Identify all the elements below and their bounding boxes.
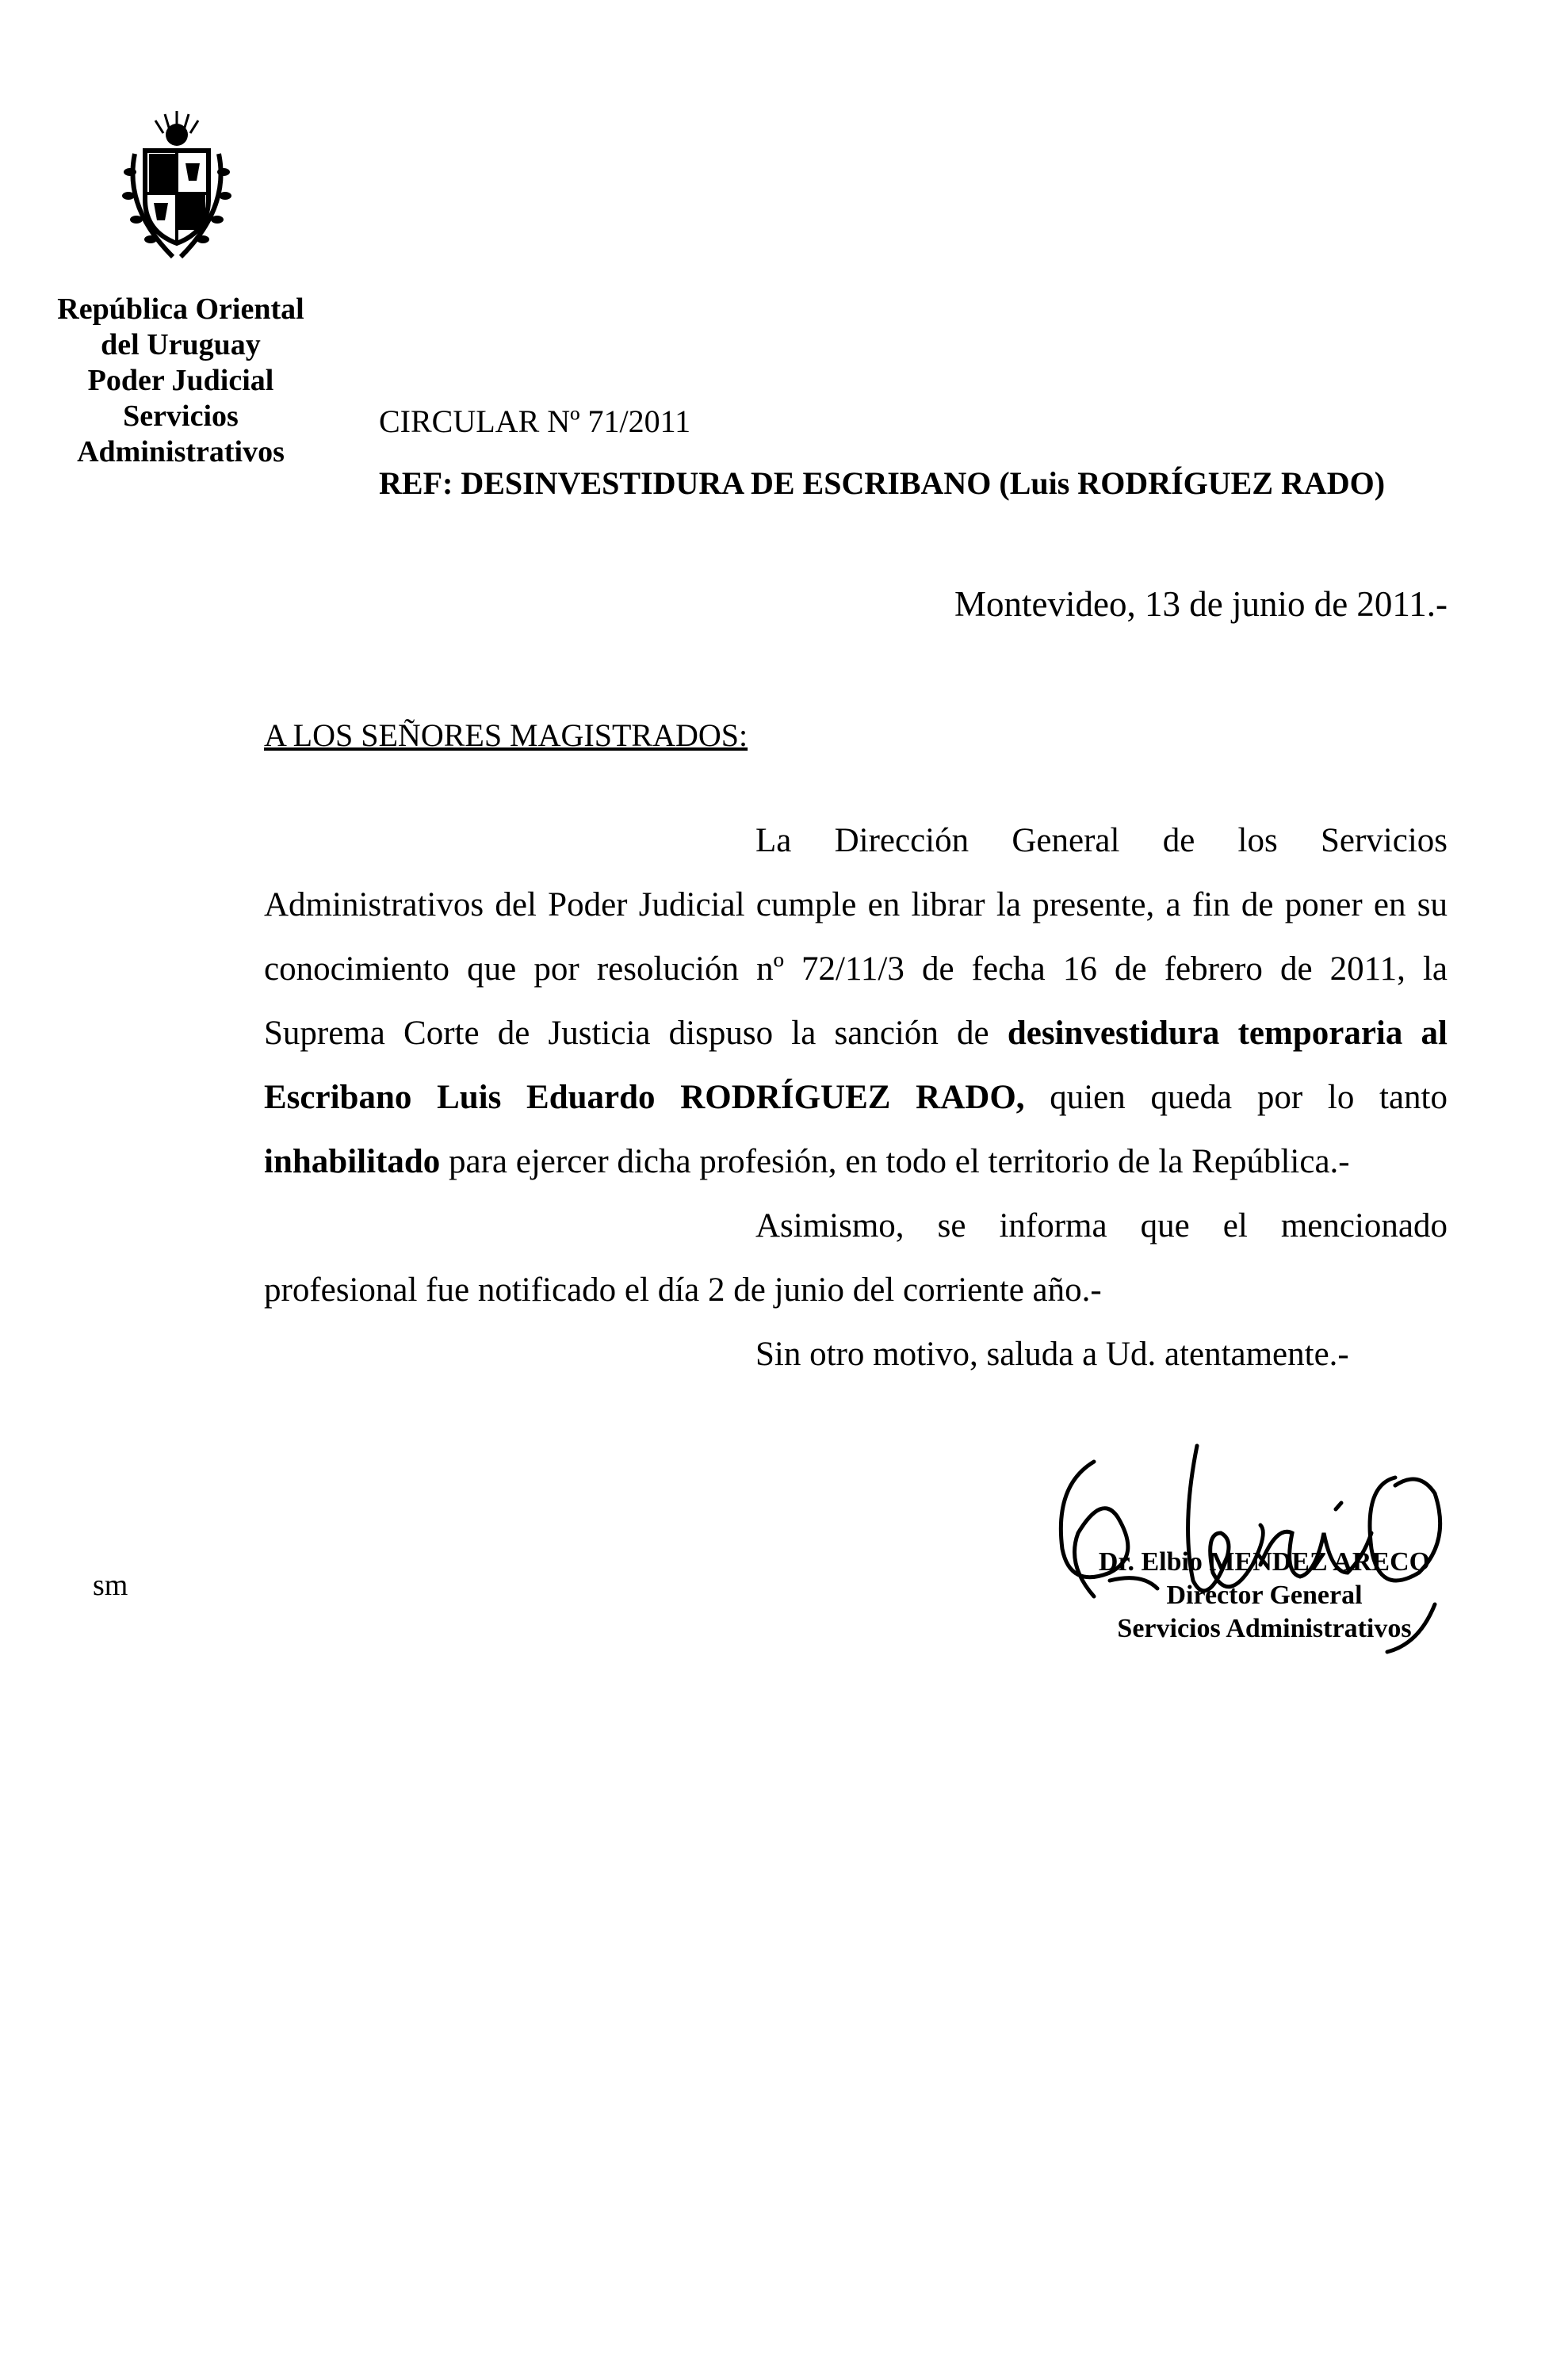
signatory-name: Dr. Elbio MENDEZ ARECO (1098, 1547, 1431, 1577)
signature-block (1062, 1546, 1467, 1646)
body-paragraph-1-bold-sanction: desinvestidura temporaria al Escribano Luis Eduardo RODRÍGUEZ RADO, (264, 1015, 1448, 1116)
institution-line-2: del Uruguay (101, 328, 261, 361)
circular-number: CIRCULAR Nº 71/2011 (379, 403, 691, 439)
closing-line: Sin otro motivo, saluda a Ud. atentamente.- (755, 1336, 1349, 1373)
signatory-title: Director General (1166, 1581, 1363, 1610)
salutation: A LOS SEÑORES MAGISTRADOS: (264, 717, 748, 753)
institution-line-4: Servicios (123, 400, 239, 433)
institution-line-3: Poder Judicial (87, 364, 274, 397)
body-paragraph-1-text-a: La Dirección General de los Servicios Administrativos del Poder Judicial cumple en librar la presente, a fin de poner en su conocimiento que por resolución nº 72/11/3 de fecha 16 de febrero de 2011, la Suprema Corte de Justicia dispuso la sanción de (264, 822, 1448, 1052)
institution-name (32, 292, 330, 470)
reference-line: REF: DESINVESTIDURA DE ESCRIBANO (Luis RODRÍGUEZ RADO) (379, 465, 1386, 501)
institution-line-5: Administrativos (77, 435, 285, 468)
body-paragraph-1-text-e: para ejercer dicha profesión, en todo el territorio de la República.- (440, 1143, 1350, 1180)
letter-body (264, 809, 1448, 1386)
body-paragraph-2: Asimismo, se informa que el mencionado profesional fue notificado el día 2 de junio del corriente año.- (264, 1207, 1448, 1309)
document-date: Montevideo, 13 de junio de 2011.- (954, 584, 1448, 624)
body-paragraph-1-text-c: quien queda por lo tanto (1024, 1079, 1448, 1116)
body-paragraph-1-bold-inhabilitado: inhabilitado (264, 1143, 441, 1180)
coat-of-arms-seal (117, 105, 236, 263)
typist-initials: sm (93, 1569, 128, 1602)
signatory-office: Servicios Administrativos (1117, 1614, 1412, 1643)
body-paragraph-1 (264, 809, 1448, 1194)
institution-line-1: República Oriental (57, 292, 304, 326)
